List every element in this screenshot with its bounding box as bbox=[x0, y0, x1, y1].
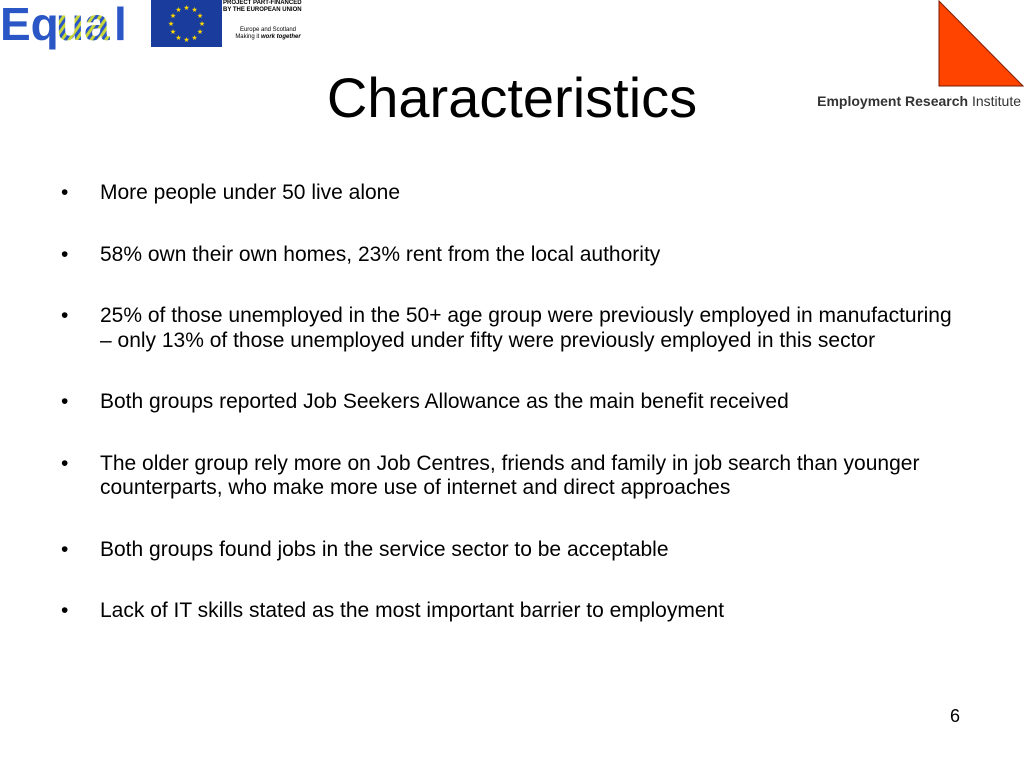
svg-text:★: ★ bbox=[198, 20, 206, 28]
svg-text:★: ★ bbox=[196, 12, 204, 20]
bullet-item bbox=[58, 599, 958, 624]
bullet-icon: • bbox=[61, 390, 69, 413]
equal-logo bbox=[0, 0, 148, 50]
institute-label-rest: Institute bbox=[968, 93, 1021, 109]
eu-tagline bbox=[223, 34, 313, 41]
svg-text:l: l bbox=[114, 0, 127, 50]
bullet-icon: • bbox=[61, 537, 69, 561]
slide-title: Characteristics bbox=[326, 66, 698, 129]
svg-text:★: ★ bbox=[191, 6, 198, 14]
eu-tagline-bold: work together bbox=[261, 34, 301, 40]
bullet-text: Lack of IT skills stated as the most important barrier to employment bbox=[100, 599, 725, 622]
institute-label-bold: Employment Research bbox=[817, 93, 969, 109]
eu-funding-line1: PROJECT PART-FINANCED bbox=[223, 0, 302, 6]
bullet-text: More people under 50 live alone bbox=[100, 181, 401, 204]
bullet-text: 25% of those unemployed in the 50+ age group were previously employed in manufacturing – only 13% of those unemployed under fifty were previously employed in this sector bbox=[100, 304, 952, 352]
svg-text:★: ★ bbox=[191, 34, 198, 42]
svg-text:★: ★ bbox=[183, 36, 190, 44]
bullet-item bbox=[58, 243, 958, 268]
bullet-text: The older group rely more on Job Centres, friends and family in job search than younger counterparts, who make more use of internet and direct approaches bbox=[100, 451, 920, 499]
svg-text:★: ★ bbox=[175, 34, 182, 42]
svg-text:★: ★ bbox=[167, 20, 175, 28]
bullet-icon: • bbox=[61, 599, 69, 622]
svg-text:★: ★ bbox=[196, 28, 204, 36]
bullet-item bbox=[58, 452, 958, 501]
page-number: 6 bbox=[950, 706, 961, 726]
svg-text:★: ★ bbox=[175, 6, 182, 14]
eu-funding-line2: BY THE EUROPEAN UNION bbox=[223, 7, 302, 13]
bullet-list bbox=[58, 181, 958, 661]
bullet-icon: • bbox=[61, 451, 69, 475]
bullet-item bbox=[58, 181, 958, 206]
eu-flag-icon bbox=[151, 0, 222, 47]
bullet-icon: • bbox=[61, 304, 69, 327]
eu-region: Europe and Scotland bbox=[239, 27, 297, 33]
bullet-text: Both groups reported Job Seekers Allowance as the main benefit received bbox=[100, 390, 789, 413]
eu-tagline-prefix: Making it bbox=[235, 34, 261, 40]
bullet-text: Both groups found jobs in the service sector to be acceptable bbox=[100, 537, 669, 561]
bullet-item bbox=[58, 304, 958, 353]
svg-text:ua: ua bbox=[56, 0, 110, 50]
svg-text:★: ★ bbox=[183, 4, 190, 12]
eu-funding-text bbox=[223, 0, 313, 50]
bullet-icon: • bbox=[61, 242, 69, 266]
bullet-item bbox=[58, 538, 958, 563]
bullet-icon: • bbox=[61, 181, 69, 204]
svg-text:Eq: Eq bbox=[0, 0, 59, 50]
svg-text:★: ★ bbox=[169, 12, 177, 20]
svg-text:★: ★ bbox=[169, 28, 177, 36]
bullet-text: 58% own their own homes, 23% rent from the local authority bbox=[100, 242, 661, 266]
bullet-item bbox=[58, 390, 958, 415]
